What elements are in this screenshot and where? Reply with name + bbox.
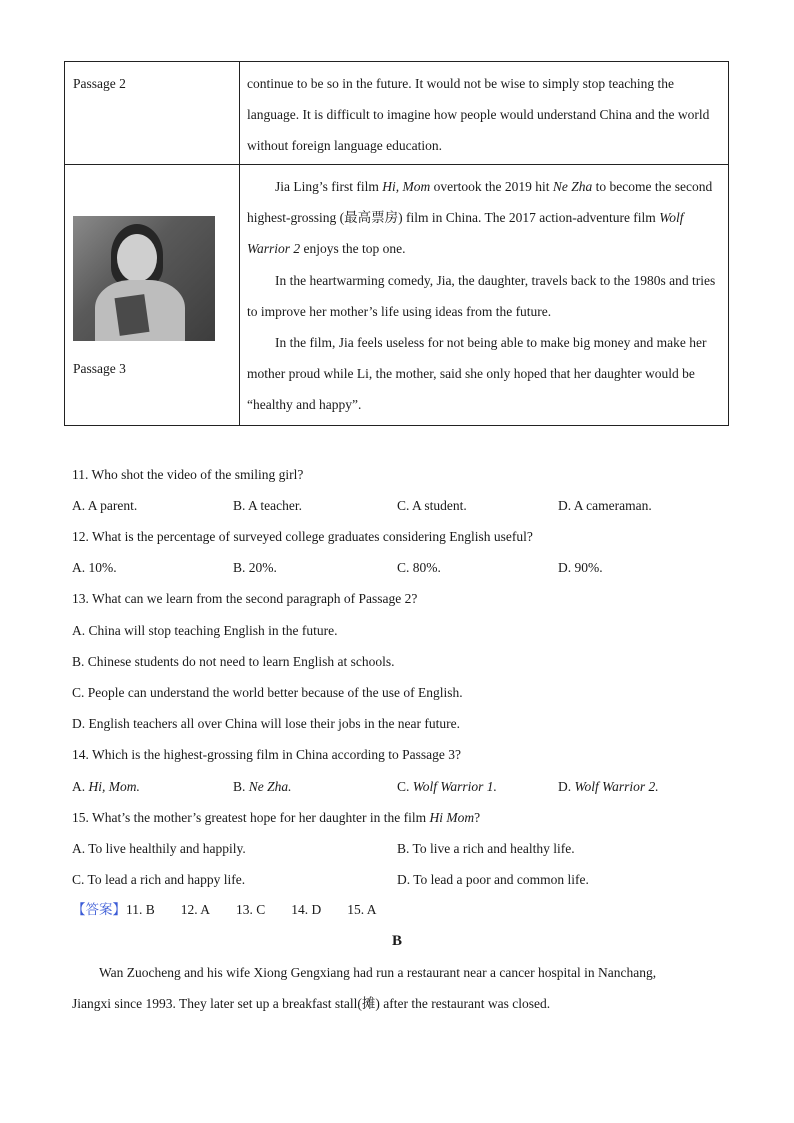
- option-letter: D.: [558, 779, 575, 794]
- film-title-wolf: Wolf: [659, 210, 684, 226]
- option-letter: C.: [397, 779, 413, 794]
- text-run: to become the second: [592, 179, 713, 194]
- option-12-a: A. 10%.: [72, 560, 117, 575]
- option-15-d: D. To lead a poor and common life.: [397, 872, 589, 887]
- option-13-b: B. Chinese students do not need to learn English at schools.: [72, 654, 395, 669]
- question-12: 12. What is the percentage of surveyed college graduates considering English useful?: [72, 529, 533, 544]
- film-title: Wolf Warrior 2.: [574, 779, 659, 794]
- answer-item: 11. B: [126, 902, 155, 917]
- question-14: 14. Which is the highest-grossing film in China according to Passage 3?: [72, 747, 461, 762]
- answer-item: 13. C: [236, 902, 266, 917]
- option-11-b: B. A teacher.: [233, 498, 302, 513]
- question-11: 11. Who shot the video of the smiling girl?: [72, 467, 304, 482]
- option-11-c: C. A student.: [397, 498, 467, 513]
- option-15-a: A. To live healthily and happily.: [72, 841, 246, 856]
- passage-2-label: Passage 2: [73, 76, 126, 91]
- option-15-c: C. To lead a rich and happy life.: [72, 872, 246, 887]
- passage-3-para-1-line-2: [247, 202, 722, 233]
- passage-3-para-2-line: In the heartwarming comedy, Jia, the daughter, travels back to the 1980s and tries: [275, 272, 716, 288]
- option-14-d: [558, 778, 659, 796]
- film-title-ne-zha: Ne Zha: [552, 179, 593, 194]
- option-14-c: [397, 778, 497, 796]
- photo-book: [115, 294, 150, 336]
- option-13-d: D. English teachers all over China will lose their jobs in the near future.: [72, 716, 461, 731]
- option-12-c: C. 80%.: [397, 560, 441, 575]
- text-run: enjoys the top one.: [300, 241, 406, 257]
- passage-3-para-3-line: mother proud while Li, the mother, said she only hoped that her daughter would be: [247, 366, 695, 382]
- answer-item: 14. D: [291, 902, 322, 917]
- answer-tag: 【答案】: [72, 902, 126, 918]
- passage-3-text-cell: [240, 165, 729, 426]
- text-run: ?: [474, 810, 481, 825]
- option-11-a: A. A parent.: [72, 498, 138, 513]
- passage-3-para-1-line-1: [247, 171, 722, 202]
- passage-2-text-cell: [240, 62, 729, 165]
- option-letter: A.: [72, 779, 89, 794]
- passage-2-line: language. It is difficult to imagine how people would understand China and the world: [247, 107, 710, 123]
- option-15-b: B. To live a rich and healthy life.: [397, 841, 575, 856]
- smiling-girl-photo: [73, 216, 215, 341]
- option-12-d: D. 90%.: [558, 560, 603, 575]
- passage-2-label-cell: [65, 62, 240, 165]
- passage-2-row: [65, 62, 729, 165]
- text-run: 15. What’s the mother’s greatest hope for her daughter in the film: [72, 810, 430, 825]
- film-title: Hi Mom: [429, 810, 475, 825]
- answer-item: 15. A: [347, 902, 377, 917]
- section-b-line: Wan Zuocheng and his wife Xiong Gengxiang had run a restaurant near a cancer hospital in Nanchang,: [99, 965, 657, 980]
- option-11-d: D. A cameraman.: [558, 498, 652, 513]
- passage-3-row: [65, 165, 729, 426]
- answer-key: [72, 901, 377, 919]
- passage-3-label-cell: [65, 165, 240, 426]
- passage-3-para-2-line: to improve her mother’s life using ideas from the future.: [247, 303, 552, 319]
- film-title-warrior-2: Warrior 2: [247, 241, 301, 257]
- passage-3-para-1-line-3: [247, 233, 722, 264]
- text-run: highest-grossing (最高票房) film in China. The 2017 action-adventure film: [247, 210, 660, 226]
- film-title-hi-mom: Hi, Mom: [382, 179, 431, 194]
- film-title: Wolf Warrior 1.: [412, 779, 497, 794]
- passage-3-para-3-line: “healthy and happy”.: [247, 397, 362, 413]
- passage-3-para-3-line: In the film, Jia feels useless for not being able to make big money and make her: [275, 335, 707, 351]
- question-13: 13. What can we learn from the second paragraph of Passage 2?: [72, 591, 418, 606]
- section-b-heading: B: [391, 933, 402, 949]
- passage-2-line: without foreign language education.: [247, 138, 442, 154]
- passage-2-line: continue to be so in the future. It would not be wise to simply stop teaching the: [247, 76, 675, 91]
- option-13-a: A. China will stop teaching English in the future.: [72, 623, 338, 638]
- passages-table: [64, 61, 729, 426]
- text-run: Jia Ling’s first film: [275, 179, 383, 194]
- option-letter: B.: [233, 779, 249, 794]
- question-15: [72, 809, 480, 827]
- text-run: overtook the 2019 hit: [430, 179, 553, 194]
- option-14-b: [233, 778, 292, 796]
- option-13-c: C. People can understand the world better because of the use of English.: [72, 685, 463, 700]
- section-b-line: Jiangxi since 1993. They later set up a breakfast stall(摊) after the restaurant was closed.: [72, 996, 551, 1011]
- film-title: Ne Zha.: [248, 779, 292, 794]
- passage-3-label: Passage 3: [73, 361, 126, 376]
- option-14-a: [72, 778, 140, 796]
- answer-item: 12. A: [180, 902, 211, 917]
- option-12-b: B. 20%.: [233, 560, 277, 575]
- photo-face: [117, 234, 157, 282]
- film-title: Hi, Mom.: [88, 779, 140, 794]
